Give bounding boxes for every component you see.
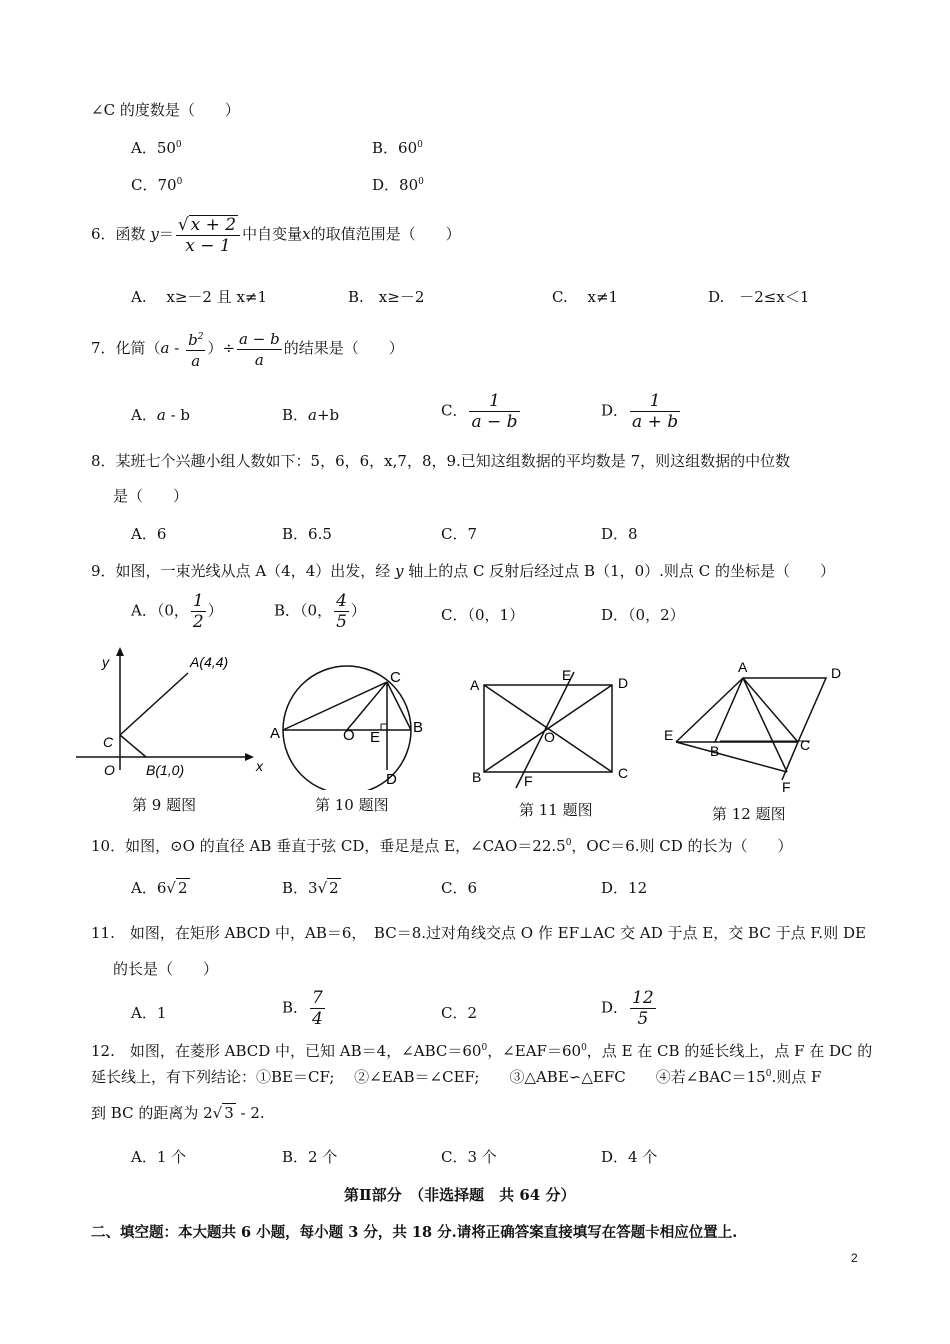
q12-option-b: B．2 个 [282, 1148, 338, 1166]
diagonal-ac [743, 678, 798, 742]
q12-stem-line3: 到 BC 的距离为 2√ 3 - 2. [91, 1104, 265, 1122]
label-b: B [472, 769, 482, 785]
label-c: C [618, 765, 629, 781]
q6-option-d: D. －2≤x＜1 [708, 288, 810, 306]
q8-option-a: A．6 [131, 525, 167, 543]
label-e: E [664, 727, 674, 743]
label-f: F [782, 779, 791, 795]
part2-title: 第Ⅱ部分 （非选择题 共 64 分） [344, 1186, 576, 1204]
figure-10 [270, 660, 430, 790]
q7-option-d: D． $\frac{1}{a + b}$ [601, 391, 679, 432]
label-d: D [618, 675, 629, 691]
q5-option-b: B．$60^0$ [372, 139, 423, 157]
figure-9 [70, 645, 270, 785]
ray-cb [120, 735, 146, 757]
label-o: O [343, 727, 355, 744]
figure-11 [462, 660, 642, 790]
label-x: x [256, 758, 263, 774]
figure-12 [660, 656, 850, 801]
q12-option-d: D．4 个 [601, 1148, 658, 1166]
figure-10-caption: 第 10 题图 [315, 796, 389, 814]
q8-option-c: C．7 [441, 525, 478, 543]
figure-9-caption: 第 9 题图 [132, 796, 197, 814]
label-a: A(4,4) [190, 654, 229, 670]
q8-stem-line1: 8．某班七个兴趣小组人数如下：5，6，6，x,7，8，9.已知这组数据的平均数是 7，则这组数据的中位数 [91, 452, 791, 470]
label-c: C [103, 734, 114, 750]
q9-option-b: B．（0， $\frac{4}{5}$ ） [274, 591, 366, 632]
q6-stem: 6．函数 y＝ $\frac{√ x + 2}{x - 1}$ 中自变量x的取值范围是（ ） [91, 215, 461, 256]
section2-heading: 二、填空题：本大题共 6 小题，每小题 3 分，共 18 分.请将正确答案直接填写在答题卡相应位置上. [91, 1224, 738, 1241]
q6-fraction: $\frac{√ x + 2}{x - 1}$ [176, 215, 240, 255]
q6-option-a: A. x≥－2 且 x≠1 [131, 288, 268, 306]
label-y: y [102, 654, 109, 670]
label-b: B [710, 743, 720, 759]
q8-stem-line2: 是（ ） [113, 487, 189, 505]
label-b: B [413, 719, 424, 736]
q10-option-b: B．3√ 2 [282, 879, 339, 897]
label-c: C [390, 669, 401, 686]
label-o: O [544, 729, 555, 745]
q11-stem-line2: 的长是（ ） [113, 960, 219, 978]
q7-stem: 7．化简（a - $\frac{b^2}{a}$ ）÷ $\frac{a - b}{a}$ 的结果是（ ） [91, 329, 404, 370]
q12-option-a: A．1 个 [131, 1148, 187, 1166]
label-a: A [270, 725, 281, 742]
segment-ef [676, 742, 787, 772]
q8-option-b: B．6.5 [282, 525, 332, 543]
q6-option-c: C. x≠1 [552, 288, 619, 306]
y-axis-arrow [116, 647, 124, 656]
label-d: D [386, 771, 397, 788]
q5-option-c: C．$70^0$ [131, 176, 183, 194]
q5-option-a: A．$50^0$ [131, 139, 182, 157]
figure-11-caption: 第 11 题图 [519, 801, 593, 819]
x-axis-arrow [245, 753, 254, 761]
q7-option-b: B．a+b [282, 406, 340, 424]
segment-af [743, 678, 787, 772]
q12-stem-line1: 12. 如图，在菱形 ABCD 中，已知 AB＝4，$\angle ABC=60^0$，$\angle EAF=60^0$，点 E 在 CB 的延长线上，点 F 在 DC 的 [91, 1042, 873, 1060]
q11-option-b: B． $\frac{7}{4}$ [282, 988, 323, 1029]
q10-option-a: A．6√ 2 [131, 879, 188, 897]
label-f: F [524, 773, 533, 789]
label-b: B(1,0) [146, 762, 185, 778]
label-o: O [104, 762, 115, 778]
q11-option-d: D． $\frac{12}{5}$ [601, 988, 654, 1029]
segment-ae [676, 678, 743, 742]
q8-option-d: D．8 [601, 525, 638, 543]
label-d: D [831, 665, 842, 681]
q9-option-c: C．（0，1） [441, 606, 525, 624]
q6-option-b: B. x≥－2 [348, 288, 425, 306]
q7-option-a: A．a - b [131, 406, 191, 424]
q9-option-d: D．（0，2） [601, 606, 685, 624]
label-a: A [738, 659, 748, 675]
label-e: E [370, 729, 381, 746]
label-c: C [800, 737, 811, 753]
q11-stem-line1: 11. 如图，在矩形 ABCD 中，AB＝6， BC＝8.过对角线交点 O 作 EF⊥AC 交 AD 于点 E，交 BC 于点 F.则 DE [91, 924, 866, 942]
q9-stem: 9．如图，一束光线从点 A（4，4）出发，经 y 轴上的点 C 反射后经过点 B（1，0）.则点 C 的坐标是（ ） [91, 562, 835, 580]
label-a: A [470, 677, 480, 693]
label-e: E [562, 667, 572, 683]
q7-option-c: C． $\frac{1}{a - b}$ [441, 391, 518, 432]
figure-12-caption: 第 12 题图 [712, 805, 786, 823]
ray-ca [120, 673, 188, 735]
q12-stem-line2: 延长线上，有下列结论：①BE＝CF; ②∠EAB＝∠CEF; ③△ABE∽△EFC ④若$\angle BAC=15^0$.则点 F [91, 1068, 822, 1086]
q12-option-c: C．3 个 [441, 1148, 497, 1166]
q10-option-d: D．12 [601, 879, 648, 897]
q9-option-a: A．（0， $\frac{1}{2}$ ） [131, 591, 223, 632]
page-number: 2 [851, 1251, 858, 1265]
segment-cb [387, 682, 411, 730]
q5-option-d: D．$80^0$ [372, 176, 424, 194]
q11-option-a: A．1 [131, 1004, 167, 1022]
q11-option-c: C．2 [441, 1004, 478, 1022]
q5-stem: ∠C 的度数是（ ） [91, 101, 240, 119]
q10-option-c: C．6 [441, 879, 478, 897]
q10-stem: 10．如图，⊙O 的直径 AB 垂直于弦 CD，垂足是点 E，$\angle CAO=22.5^0$，OC＝6.则 CD 的长为（ ） [91, 837, 793, 855]
segment-oc [347, 682, 387, 730]
extension-dc [782, 742, 798, 780]
